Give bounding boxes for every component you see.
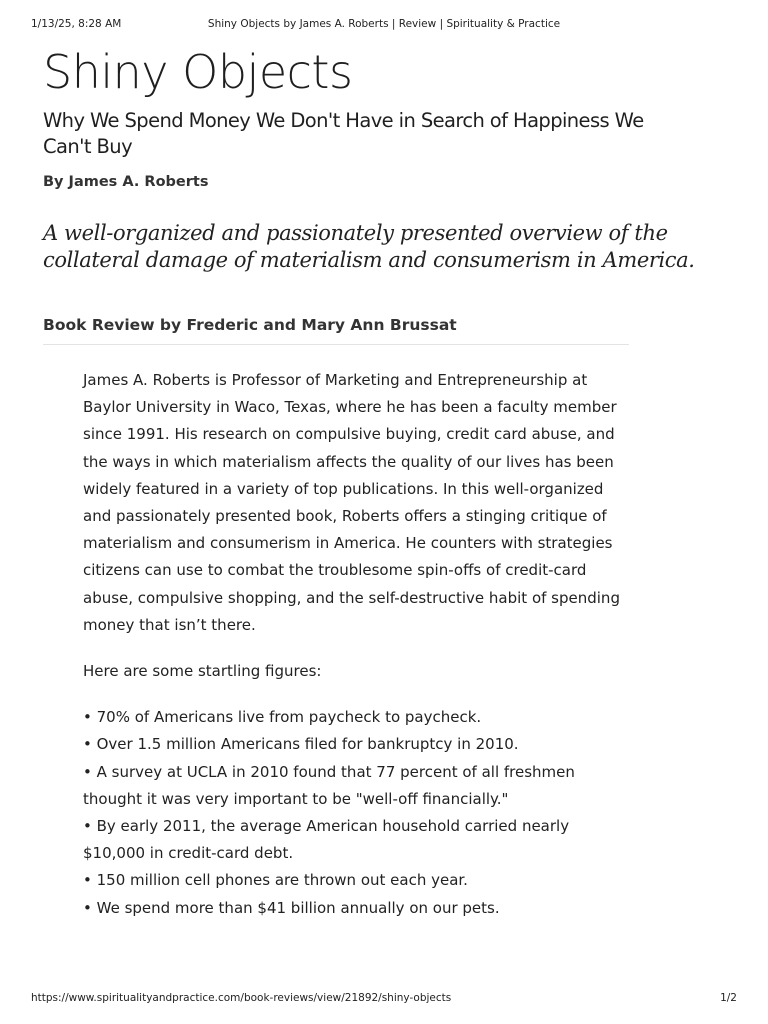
- figures-list: [83, 704, 631, 922]
- review-paragraph: Here are some startling figures:: [83, 662, 322, 681]
- print-page-title: Shiny Objects by James A. Roberts | Review | Spirituality & Practice: [207, 18, 561, 30]
- list-item: • Over 1.5 million Americans filed for bankruptcy in 2010.: [83, 735, 519, 754]
- list-item: • We spend more than $41 billion annually on our pets.: [83, 898, 500, 917]
- book-title: Shiny Objects: [43, 45, 353, 99]
- list-item: • A survey at UCLA in 2010 found that 77 percent of all freshmen thought it was very important to be "well-off financially.": [83, 762, 575, 808]
- review-body: [83, 367, 631, 922]
- review-tagline: A well-organized and passionately presented overview of the collateral damage of materialism and consumerism in America.: [43, 221, 695, 272]
- list-item: • By early 2011, the average American household carried nearly $10,000 in credit-card debt.: [83, 817, 570, 863]
- author-byline: By James A. Roberts: [43, 174, 209, 190]
- review-paragraph: James A. Roberts is Professor of Marketing and Entrepreneurship at Baylor University in Waco, Texas, where he has been a faculty member since 1991. His research on compulsive buying, credit card abuse, and the ways in which materialism affects the quality of our lives has been widely featured in a variety of top publications. In this well-organized and passionately presented book, Roberts offers a stinging critique of materialism and consumerism in America. He counters with strategies citizens can use to combat the troublesome spin-offs of credit-card abuse, compulsive shopping, and the self-destructive habit of spending money that isn’t there.: [83, 371, 620, 634]
- page-number: 1/2: [720, 992, 737, 1004]
- book-subtitle: Why We Spend Money We Don't Have in Search of Happiness We Can't Buy: [43, 109, 644, 158]
- article: [43, 44, 695, 922]
- print-header: [31, 18, 737, 34]
- list-item: • 70% of Americans live from paycheck to paycheck.: [83, 708, 482, 727]
- page-url: https://www.spiritualityandpractice.com/book-reviews/view/21892/shiny-objects: [31, 992, 452, 1004]
- print-footer: [31, 992, 737, 1008]
- list-item: • 150 million cell phones are thrown out each year.: [83, 871, 468, 890]
- review-credit: Book Review by Frederic and Mary Ann Brussat: [43, 316, 629, 345]
- print-datetime: 1/13/25, 8:28 AM: [31, 18, 122, 30]
